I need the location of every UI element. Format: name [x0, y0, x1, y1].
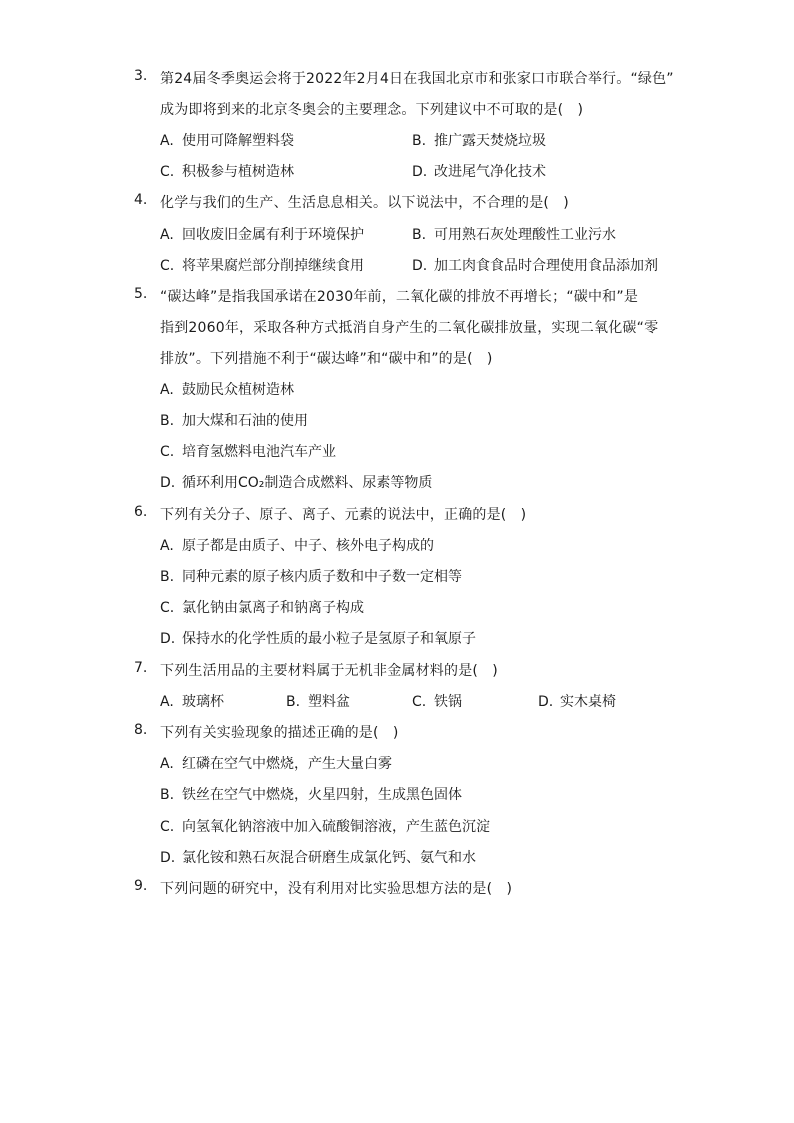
option-d[interactable]	[160, 472, 432, 492]
option-text: 培育氢燃料电池汽车产业	[182, 444, 336, 460]
question-number: 7.	[134, 660, 148, 676]
option-text: 氯化铵和熟石灰混合研磨生成氯化钙、氨气和水	[182, 850, 476, 866]
option-text: 使用可降解塑料袋	[182, 133, 294, 149]
option-text: 回收废旧金属有利于环境保护	[182, 227, 364, 243]
option-text: 鼓励民众植树造林	[182, 382, 294, 398]
question-number: 8.	[134, 722, 148, 738]
option-text: 玻璃杯	[182, 694, 224, 710]
option-text: 氯化钠由氯离子和钠离子构成	[182, 600, 364, 616]
option-label: A.	[160, 133, 174, 149]
question-stem-line: 下列问题的研究中，没有利用对比实验思想方法的是( )	[160, 881, 513, 897]
option-text: 铁锅	[434, 694, 462, 710]
option-text: 推广露天焚烧垃圾	[434, 133, 546, 149]
option-label: D.	[412, 164, 428, 180]
option-b[interactable]	[160, 784, 462, 804]
option-text: 可用熟石灰处理酸性工业污水	[434, 227, 616, 243]
option-label: D.	[160, 475, 176, 491]
option-c[interactable]	[160, 255, 364, 275]
option-label: A.	[160, 382, 174, 398]
option-d[interactable]	[412, 255, 658, 275]
question-stem-line: 指到2060年，采取各种方式抵消自身产生的二氧化碳排放量，实现二氧化碳“零	[160, 320, 659, 336]
option-d[interactable]	[160, 847, 476, 867]
option-text: 原子都是由质子、中子、核外电子构成的	[182, 538, 434, 554]
option-label: C.	[160, 444, 175, 460]
question-number: 9.	[134, 878, 148, 894]
option-label: A.	[160, 227, 174, 243]
option-label: C.	[160, 164, 175, 180]
option-text: 向氢氧化钠溶液中加入硫酸铜溶液，产生蓝色沉淀	[182, 819, 490, 835]
question-stem-line: 下列有关实验现象的描述正确的是( )	[160, 725, 399, 741]
option-label: B.	[412, 133, 427, 149]
question-stem-line: 排放”。下列措施不利于“碳达峰”和“碳中和”的是( )	[160, 351, 493, 367]
option-label: B.	[286, 694, 301, 710]
option-b[interactable]	[160, 410, 308, 430]
question-number: 6.	[134, 504, 148, 520]
option-label: A.	[160, 756, 174, 772]
option-text: 红磷在空气中燃烧，产生大量白雾	[182, 756, 392, 772]
option-a[interactable]	[160, 535, 434, 555]
option-label: B.	[160, 787, 175, 803]
option-label: B.	[160, 413, 175, 429]
option-label: A.	[160, 538, 174, 554]
option-text: 保持水的化学性质的最小粒子是氢原子和氧原子	[182, 631, 476, 647]
question-number: 5.	[134, 286, 148, 302]
question-number: 3.	[134, 68, 148, 84]
option-text: 积极参与植树造林	[182, 164, 294, 180]
option-text: 铁丝在空气中燃烧，火星四射，生成黑色固体	[182, 787, 462, 803]
question-stem-line: 化学与我们的生产、生活息息相关。以下说法中，不合理的是( )	[160, 195, 569, 211]
option-text: 加工肉食食品时合理使用食品添加剂	[434, 258, 658, 274]
option-label: D.	[538, 694, 554, 710]
option-a[interactable]	[160, 224, 364, 244]
option-c[interactable]	[160, 441, 336, 461]
option-a[interactable]	[160, 691, 224, 711]
option-label: C.	[412, 694, 427, 710]
option-a[interactable]	[160, 753, 392, 773]
option-c[interactable]	[160, 161, 294, 181]
option-b[interactable]	[412, 224, 616, 244]
option-label: B.	[412, 227, 427, 243]
option-text: 改进尾气净化技术	[434, 164, 546, 180]
option-label: C.	[160, 600, 175, 616]
option-label: D.	[412, 258, 428, 274]
option-c[interactable]	[160, 597, 364, 617]
option-d[interactable]	[412, 161, 546, 181]
option-d[interactable]	[538, 691, 616, 711]
question-stem-line: 下列生活用品的主要材料属于无机非金属材料的是( )	[160, 663, 498, 679]
option-a[interactable]	[160, 130, 294, 150]
option-label: D.	[160, 631, 176, 647]
option-d[interactable]	[160, 628, 476, 648]
question-stem-line: 成为即将到来的北京冬奥会的主要理念。下列建议中不可取的是( )	[160, 102, 584, 118]
option-c[interactable]	[160, 816, 490, 836]
option-b[interactable]	[286, 691, 350, 711]
option-label: D.	[160, 850, 176, 866]
question-stem-line: “碳达峰”是指我国承诺在2030年前，二氧化碳的排放不再增长；“碳中和”是	[160, 289, 639, 305]
option-b[interactable]	[160, 566, 462, 586]
option-text: 将苹果腐烂部分削掉继续食用	[182, 258, 364, 274]
option-b[interactable]	[412, 130, 546, 150]
option-text: 塑料盆	[308, 694, 350, 710]
option-text: 循环利用CO₂制造合成燃料、尿素等物质	[182, 475, 433, 491]
option-label: A.	[160, 694, 174, 710]
question-stem-line: 下列有关分子、原子、离子、元素的说法中，正确的是( )	[160, 507, 527, 523]
question-number: 4.	[134, 192, 148, 208]
option-label: C.	[160, 258, 175, 274]
option-text: 加大煤和石油的使用	[182, 413, 308, 429]
option-c[interactable]	[412, 691, 462, 711]
option-text: 实木桌椅	[560, 694, 616, 710]
option-label: C.	[160, 819, 175, 835]
question-stem-line: 第24届冬季奥运会将于2022年2月4日在我国北京市和张家口市联合举行。“绿色”	[160, 71, 674, 87]
option-label: B.	[160, 569, 175, 585]
option-a[interactable]	[160, 379, 294, 399]
option-text: 同种元素的原子核内质子数和中子数一定相等	[182, 569, 462, 585]
